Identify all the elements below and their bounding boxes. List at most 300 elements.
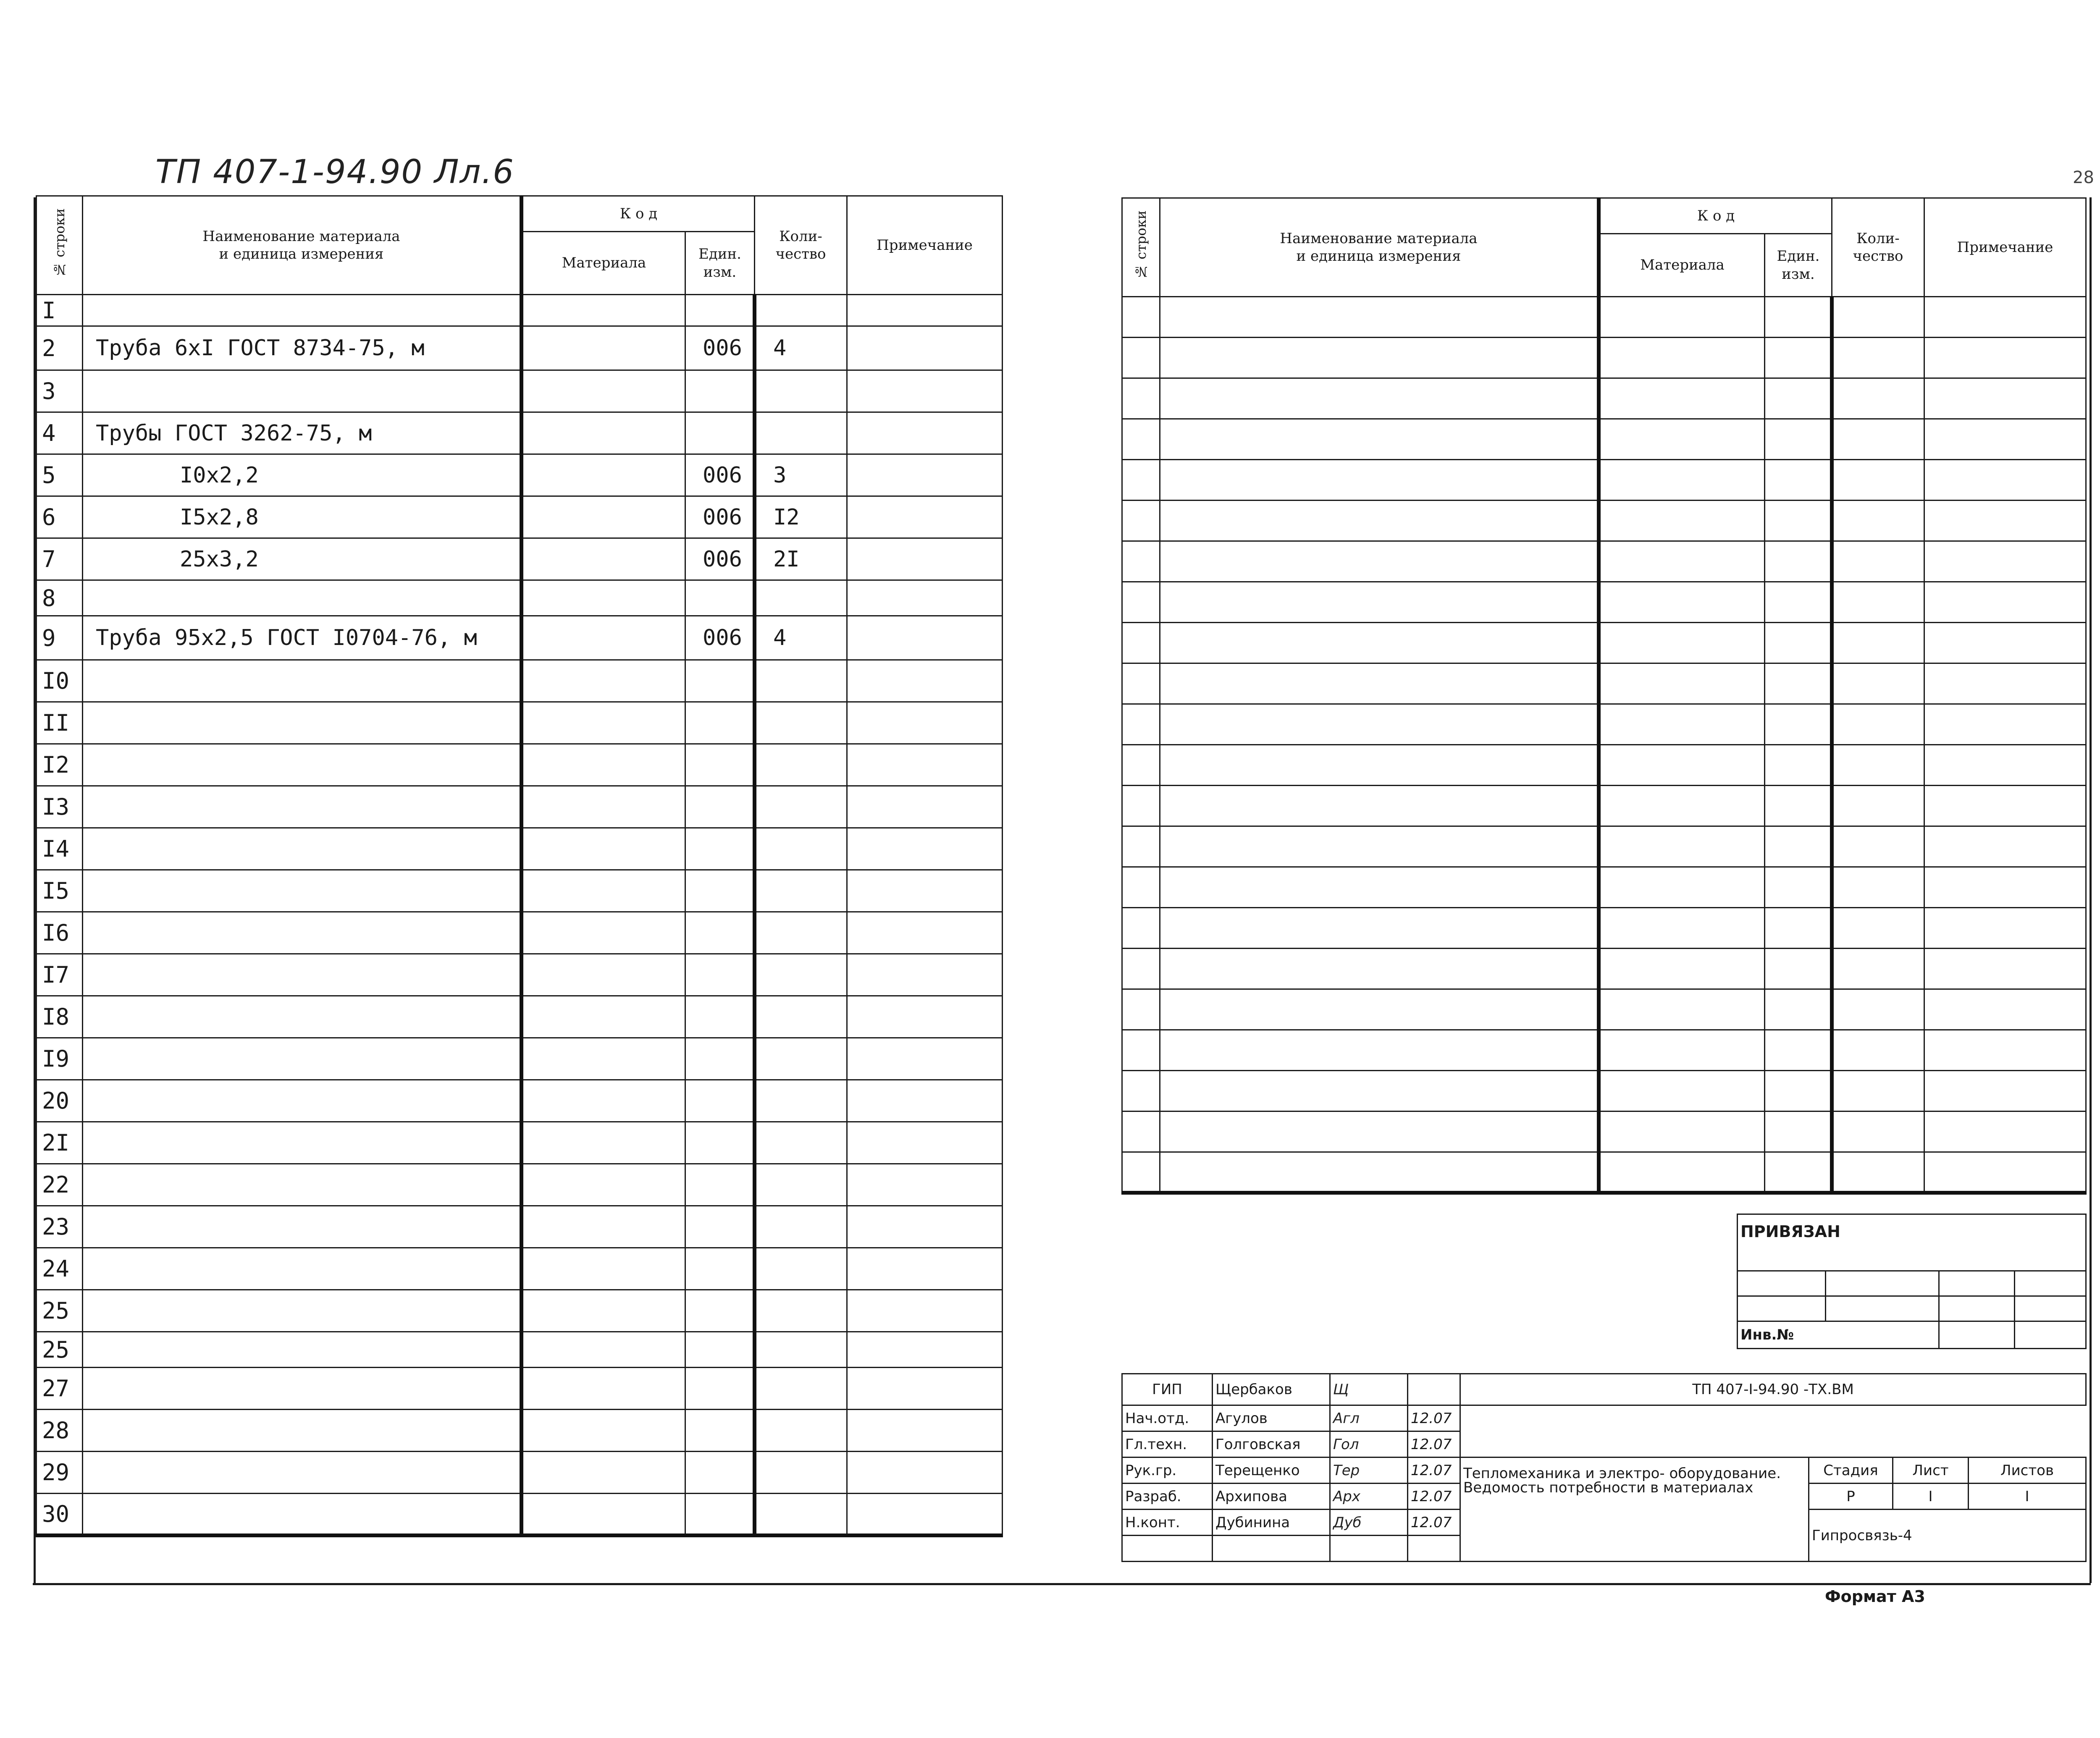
signature-row — [1122, 1458, 2086, 1484]
note — [847, 454, 1003, 496]
note — [1924, 989, 2086, 1030]
note — [847, 370, 1003, 412]
material-code — [1599, 1111, 1765, 1152]
note — [1924, 786, 2086, 826]
row-number — [1122, 663, 1160, 704]
table-row — [1122, 338, 2086, 378]
material-name — [83, 1248, 522, 1290]
material-name — [1160, 1030, 1599, 1071]
note — [847, 954, 1003, 996]
row-number: 29 — [37, 1452, 83, 1494]
unit-code — [1765, 908, 1832, 949]
material-name — [83, 1290, 522, 1332]
row-number: I — [37, 295, 83, 326]
row-number: 28 — [37, 1410, 83, 1452]
row-number: I0 — [37, 660, 83, 702]
material-name — [1160, 786, 1599, 826]
note — [847, 538, 1003, 580]
material-name — [83, 954, 522, 996]
unit-code — [1765, 1030, 1832, 1071]
header-name: Наименование материала и единица измерения — [83, 196, 522, 295]
row-number — [1122, 949, 1160, 989]
table-row — [37, 1452, 1003, 1494]
note — [1924, 419, 2086, 460]
material-name — [1160, 541, 1599, 582]
quantity — [755, 870, 847, 912]
note — [847, 1368, 1003, 1410]
quantity: 4 — [755, 326, 847, 370]
row-number — [1122, 745, 1160, 786]
note — [847, 1164, 1003, 1206]
quantity: I2 — [755, 496, 847, 538]
note — [1924, 460, 2086, 501]
table-row — [37, 1122, 1003, 1164]
quantity — [755, 412, 847, 454]
unit-code — [1765, 826, 1832, 867]
table-row — [37, 996, 1003, 1038]
unit-code — [1765, 786, 1832, 826]
sheet-header: Лист — [1893, 1458, 1969, 1484]
note — [847, 1494, 1003, 1536]
unit-code — [685, 828, 755, 870]
row-number — [1122, 297, 1160, 338]
row-number: 23 — [37, 1206, 83, 1248]
table-row — [37, 295, 1003, 326]
unit-code — [1765, 867, 1832, 908]
quantity — [755, 954, 847, 996]
material-code — [1599, 419, 1765, 460]
material-name — [1160, 949, 1599, 989]
material-name — [1160, 338, 1599, 378]
material-name — [83, 1206, 522, 1248]
sign-date — [1408, 1374, 1460, 1405]
unit-code — [685, 1206, 755, 1248]
note — [1924, 704, 2086, 745]
table-row — [1122, 1111, 2086, 1152]
empty-cell — [1408, 1536, 1460, 1562]
material-code — [1599, 297, 1765, 338]
empty-cell — [1213, 1536, 1330, 1562]
material-code — [522, 1206, 685, 1248]
quantity — [1832, 541, 1924, 582]
row-number: II — [37, 702, 83, 744]
row-number: I5 — [37, 870, 83, 912]
row-number: I6 — [37, 912, 83, 954]
material-code — [522, 828, 685, 870]
row-number: 27 — [37, 1368, 83, 1410]
row-number — [1122, 786, 1160, 826]
header-note: Примечание — [847, 196, 1003, 295]
material-code — [1599, 949, 1765, 989]
row-number — [1122, 826, 1160, 867]
row-number — [1122, 1111, 1160, 1152]
note — [1924, 745, 2086, 786]
material-code — [1599, 1071, 1765, 1111]
note — [847, 1452, 1003, 1494]
frame-right-line — [2090, 197, 2092, 1583]
material-name — [1160, 826, 1599, 867]
unit-code: 006 — [685, 616, 755, 660]
material-name — [83, 1080, 522, 1122]
table-row — [37, 538, 1003, 580]
material-code — [522, 1410, 685, 1452]
table-row — [37, 660, 1003, 702]
quantity — [755, 1494, 847, 1536]
unit-code — [685, 954, 755, 996]
quantity — [755, 786, 847, 828]
quantity — [1832, 867, 1924, 908]
quantity — [755, 912, 847, 954]
material-name — [83, 660, 522, 702]
role-label: Разраб. — [1122, 1484, 1213, 1510]
note — [847, 828, 1003, 870]
signature-row — [1122, 1431, 2086, 1458]
row-number: I3 — [37, 786, 83, 828]
unit-code — [1765, 623, 1832, 663]
material-name — [83, 912, 522, 954]
person-name: Агулов — [1213, 1405, 1330, 1431]
material-code — [522, 1368, 685, 1410]
unit-code — [1765, 582, 1832, 623]
note — [1924, 1111, 2086, 1152]
material-name — [83, 870, 522, 912]
note — [847, 295, 1003, 326]
material-name — [1160, 989, 1599, 1030]
role-label: Нач.отд. — [1122, 1405, 1213, 1431]
note — [847, 1038, 1003, 1080]
note — [1924, 501, 2086, 541]
material-code — [1599, 704, 1765, 745]
material-code — [1599, 460, 1765, 501]
material-name — [83, 1410, 522, 1452]
table-row — [1122, 908, 2086, 949]
person-name: Щербаков — [1213, 1374, 1330, 1405]
table-row — [37, 828, 1003, 870]
stage-value: Р — [1809, 1484, 1893, 1510]
table-row — [37, 1248, 1003, 1290]
quantity — [1832, 419, 1924, 460]
quantity — [755, 1206, 847, 1248]
note — [1924, 908, 2086, 949]
unit-code — [685, 912, 755, 954]
table-row — [1122, 419, 2086, 460]
quantity — [755, 1080, 847, 1122]
note — [847, 744, 1003, 786]
table-row — [37, 1410, 1003, 1452]
material-name — [83, 1332, 522, 1368]
header-row-number: № строки — [37, 196, 83, 295]
note — [1924, 663, 2086, 704]
note — [1924, 541, 2086, 582]
quantity — [755, 1248, 847, 1290]
sign-date: 12.07 — [1408, 1431, 1460, 1458]
header-material-code: Материала — [522, 232, 685, 295]
note — [1924, 297, 2086, 338]
sign-date: 12.07 — [1408, 1458, 1460, 1484]
material-code — [1599, 867, 1765, 908]
quantity — [755, 1164, 847, 1206]
table-row — [37, 412, 1003, 454]
header-name: Наименование материала и единица измерения — [1160, 198, 1599, 297]
material-code — [522, 1452, 685, 1494]
material-code — [522, 1122, 685, 1164]
quantity — [1832, 501, 1924, 541]
signature: Тер — [1330, 1458, 1408, 1484]
sheets-value: I — [1969, 1484, 2086, 1510]
material-name — [1160, 582, 1599, 623]
row-number — [1122, 378, 1160, 419]
header-note: Примечание — [1924, 198, 2086, 297]
note — [847, 1410, 1003, 1452]
material-name — [1160, 419, 1599, 460]
document-description: Тепломеханика и электро- оборудование. Ведомость потребности в материалах — [1460, 1458, 1809, 1562]
unit-code — [1765, 419, 1832, 460]
unit-code — [1765, 378, 1832, 419]
header-code-group: К о д — [1599, 198, 1832, 234]
row-number: 7 — [37, 538, 83, 580]
material-code — [1599, 1030, 1765, 1071]
row-number: 4 — [37, 412, 83, 454]
table-row — [37, 786, 1003, 828]
role-label: ГИП — [1122, 1374, 1213, 1405]
sheet-value: I — [1893, 1484, 1969, 1510]
header-quantity: Коли- чество — [1832, 198, 1924, 297]
quantity — [1832, 1030, 1924, 1071]
material-code — [522, 1164, 685, 1206]
table-row — [1122, 297, 2086, 338]
table-row — [37, 454, 1003, 496]
unit-code — [1765, 1111, 1832, 1152]
sign-date: 12.07 — [1408, 1484, 1460, 1510]
quantity — [755, 1038, 847, 1080]
unit-code — [1765, 663, 1832, 704]
note — [847, 1122, 1003, 1164]
table-row — [37, 1368, 1003, 1410]
material-code — [1599, 745, 1765, 786]
quantity — [755, 1332, 847, 1368]
signature: Агл — [1330, 1405, 1408, 1431]
table-row — [1122, 1071, 2086, 1111]
material-code — [522, 326, 685, 370]
person-name: Дубинина — [1213, 1510, 1330, 1536]
material-name — [83, 1164, 522, 1206]
material-code — [522, 702, 685, 744]
note — [847, 1290, 1003, 1332]
quantity — [1832, 663, 1924, 704]
unit-code — [685, 1290, 755, 1332]
signature-row — [1122, 1405, 2086, 1431]
sign-date: 12.07 — [1408, 1510, 1460, 1536]
unit-code — [685, 580, 755, 616]
organization-name: Гипросвязь-4 — [1809, 1510, 2086, 1562]
material-name — [83, 1368, 522, 1410]
row-number: 2 — [37, 326, 83, 370]
sheet-mark: 28 — [2073, 168, 2094, 187]
row-number — [1122, 867, 1160, 908]
unit-code — [1765, 338, 1832, 378]
document-code: ТП 407-I-94.90 -ТХ.ВМ — [1460, 1374, 2086, 1405]
quantity — [1832, 297, 1924, 338]
table-row — [1122, 867, 2086, 908]
table-row — [37, 1494, 1003, 1536]
unit-code — [1765, 989, 1832, 1030]
material-name — [1160, 1071, 1599, 1111]
material-name — [1160, 704, 1599, 745]
person-name: Терещенко — [1213, 1458, 1330, 1484]
unit-code: 006 — [685, 454, 755, 496]
quantity — [1832, 378, 1924, 419]
row-number: 3 — [37, 370, 83, 412]
note — [1924, 338, 2086, 378]
format-label: Формат А3 — [1825, 1587, 1925, 1606]
quantity — [755, 370, 847, 412]
inventory-number-label: Инв.№ — [1738, 1321, 1939, 1349]
unit-code — [1765, 1152, 1832, 1193]
row-number: I8 — [37, 996, 83, 1038]
table-row — [37, 870, 1003, 912]
quantity — [755, 828, 847, 870]
material-name — [1160, 867, 1599, 908]
row-number: 6 — [37, 496, 83, 538]
unit-code: 006 — [685, 496, 755, 538]
header-quantity: Коли- чество — [755, 196, 847, 295]
table-row — [1122, 623, 2086, 663]
quantity: 2I — [755, 538, 847, 580]
unit-code — [1765, 1071, 1832, 1111]
material-code — [522, 912, 685, 954]
quantity — [1832, 1152, 1924, 1193]
material-name — [83, 786, 522, 828]
row-number — [1122, 908, 1160, 949]
material-name — [1160, 378, 1599, 419]
material-code — [522, 616, 685, 660]
material-code — [522, 1332, 685, 1368]
material-code — [1599, 338, 1765, 378]
unit-code — [685, 1038, 755, 1080]
table-row — [1122, 826, 2086, 867]
note — [1924, 623, 2086, 663]
quantity — [755, 1290, 847, 1332]
unit-code — [685, 702, 755, 744]
table-row — [37, 1206, 1003, 1248]
material-code — [1599, 582, 1765, 623]
unit-code — [685, 370, 755, 412]
material-code — [522, 744, 685, 786]
stage-header: Стадия — [1809, 1458, 1893, 1484]
quantity — [755, 1410, 847, 1452]
quantity — [1832, 989, 1924, 1030]
row-number — [1122, 704, 1160, 745]
note — [847, 912, 1003, 954]
material-code — [522, 1290, 685, 1332]
note — [847, 1332, 1003, 1368]
unit-code — [685, 870, 755, 912]
note — [1924, 826, 2086, 867]
material-name — [1160, 663, 1599, 704]
unit-code — [685, 1248, 755, 1290]
table-row — [37, 912, 1003, 954]
quantity — [755, 580, 847, 616]
note — [1924, 378, 2086, 419]
table-row — [1122, 378, 2086, 419]
unit-code — [1765, 745, 1832, 786]
material-name — [83, 996, 522, 1038]
material-code — [522, 870, 685, 912]
table-row — [1122, 786, 2086, 826]
row-number: 22 — [37, 1164, 83, 1206]
material-code — [1599, 541, 1765, 582]
material-code — [1599, 989, 1765, 1030]
note — [847, 870, 1003, 912]
header-material-code: Материала — [1599, 234, 1765, 297]
material-code — [522, 1080, 685, 1122]
unit-code — [685, 744, 755, 786]
role-label: Рук.гр. — [1122, 1458, 1213, 1484]
table-row — [37, 370, 1003, 412]
quantity — [1832, 908, 1924, 949]
row-number — [1122, 582, 1160, 623]
material-code — [1599, 826, 1765, 867]
material-name — [83, 580, 522, 616]
person-name: Голговская — [1213, 1431, 1330, 1458]
unit-code — [685, 1410, 755, 1452]
table-row — [1122, 541, 2086, 582]
note — [1924, 949, 2086, 989]
material-code — [1599, 623, 1765, 663]
quantity: 3 — [755, 454, 847, 496]
material-code — [522, 954, 685, 996]
row-number — [1122, 1030, 1160, 1071]
unit-code — [685, 1080, 755, 1122]
material-name — [83, 295, 522, 326]
table-row — [37, 1332, 1003, 1368]
material-code — [522, 1494, 685, 1536]
row-number — [1122, 623, 1160, 663]
material-code — [522, 660, 685, 702]
row-number: I9 — [37, 1038, 83, 1080]
note — [847, 616, 1003, 660]
unit-code — [685, 1452, 755, 1494]
material-code — [1599, 501, 1765, 541]
table-row — [1122, 501, 2086, 541]
note — [847, 326, 1003, 370]
note — [847, 1248, 1003, 1290]
unit-code — [1765, 704, 1832, 745]
unit-code — [1765, 297, 1832, 338]
row-number — [1122, 541, 1160, 582]
material-name — [1160, 908, 1599, 949]
table-row — [37, 496, 1003, 538]
row-number: I7 — [37, 954, 83, 996]
table-row — [37, 744, 1003, 786]
note — [847, 702, 1003, 744]
table-row — [1122, 663, 2086, 704]
table-row — [37, 326, 1003, 370]
material-name — [1160, 501, 1599, 541]
header-row-number: № строки — [1122, 198, 1160, 297]
unit-code — [1765, 460, 1832, 501]
unit-code — [685, 1332, 755, 1368]
table-row — [37, 1038, 1003, 1080]
material-name — [83, 1038, 522, 1080]
material-name — [83, 828, 522, 870]
row-number: 2I — [37, 1122, 83, 1164]
quantity — [1832, 1111, 1924, 1152]
row-number — [1122, 1071, 1160, 1111]
table-row — [37, 1080, 1003, 1122]
row-number: 30 — [37, 1494, 83, 1536]
material-name — [83, 1122, 522, 1164]
